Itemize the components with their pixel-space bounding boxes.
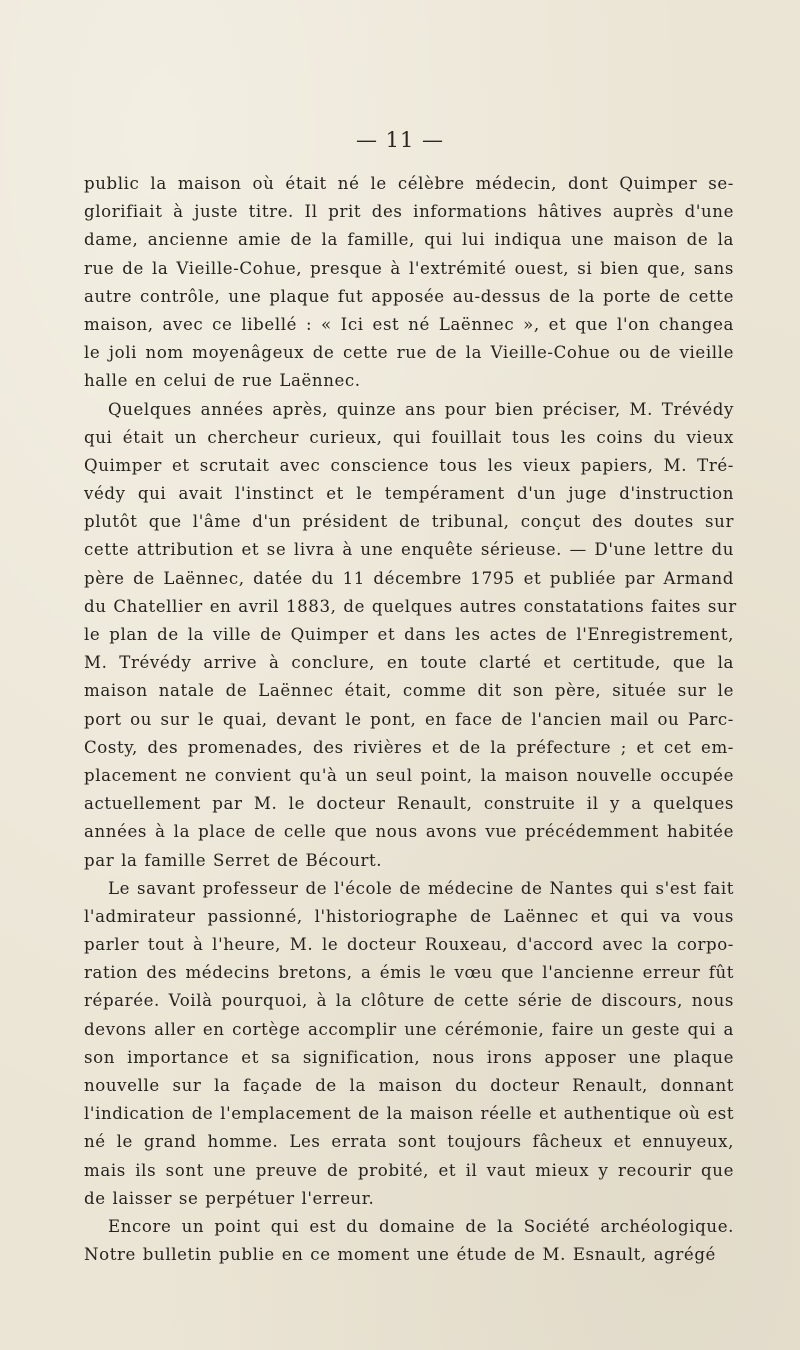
paragraph <box>84 875 734 1213</box>
text-line: maison natale de Laënnec était, comme dit son père, située sur le <box>84 681 734 701</box>
text-line: Costy, des promenades, des rivières et de la préfecture ; et cet em- <box>84 737 734 757</box>
paragraph <box>84 1213 734 1269</box>
paragraph <box>84 396 737 875</box>
text-line: M. Trévédy arrive à conclure, en toute clarté et certitude, que la <box>84 653 734 673</box>
text-line: qui était un chercheur curieux, qui fouillait tous les coins du vieux <box>84 427 734 447</box>
page-number: — 11 — <box>355 128 445 152</box>
text-line: ration des médecins bretons, a émis le vœu que l'ancienne erreur fût <box>84 963 734 983</box>
text-line: public la maison où était né le célèbre médecin, dont Quimper se- <box>84 174 734 193</box>
text-line: le plan de la ville de Quimper et dans les actes de l'Enregistrement, <box>84 625 734 644</box>
text-line: Quimper et scrutait avec conscience tous les vieux papiers, M. Tré- <box>84 455 734 475</box>
text-line: l'indication de l'emplacement de la maison réelle et authentique où est <box>84 1104 735 1124</box>
text-line: autre contrôle, une plaque fut apposée au-dessus de la porte de cette <box>84 286 734 306</box>
text-line: né le grand homme. Les errata sont toujours fâcheux et ennuyeux, <box>84 1132 734 1152</box>
text-line: Encore un point qui est du domaine de la Société archéologique. <box>108 1216 734 1236</box>
text-line: port ou sur le quai, devant le pont, en face de l'ancien mail ou Parc- <box>84 709 734 729</box>
text-line: védy qui avait l'instinct et le tempérament d'un juge d'instruction <box>84 484 734 504</box>
text-line: le joli nom moyenâgeux de cette rue de la Vieille-Cohue ou de vieille <box>84 343 734 363</box>
text-line: nouvelle sur la façade de la maison du docteur Renault, donnant <box>84 1076 734 1095</box>
text-line: plutôt que l'âme d'un président de tribunal, conçut des doutes sur <box>84 512 734 532</box>
text-line: glorifiait à juste titre. Il prit des informations hâtives auprès d'une <box>84 202 734 222</box>
text-line: maison, avec ce libellé : « Ici est né Laënnec », et que l'on changea <box>84 314 734 334</box>
text-line: halle en celui de rue Laënnec. <box>84 371 361 391</box>
text-line: réparée. Voilà pourquoi, à la clôture de cette série de discours, nous <box>84 991 734 1011</box>
text-line: Le savant professeur de l'école de médecine de Nantes qui s'est fait <box>108 878 734 898</box>
text-line: Quelques années après, quinze ans pour bien préciser, M. Trévédy <box>108 399 734 419</box>
text-line: devons aller en cortège accomplir une cérémonie, faire un geste qui a <box>84 1019 734 1039</box>
text-line: de laisser se perpétuer l'erreur. <box>84 1188 375 1208</box>
text-line: du Chatellier en avril 1883, de quelques autres constatations faites sur <box>84 596 737 616</box>
text-line: placement ne convient qu'à un seul point, la maison nouvelle occupée <box>84 765 734 785</box>
text-line: actuellement par M. le docteur Renault, construite il y a quelques <box>84 794 734 814</box>
text-line: par la famille Serret de Bécourt. <box>84 850 383 870</box>
body-text <box>84 170 737 1269</box>
text-line: années à la place de celle que nous avons vue précédemment habitée <box>84 822 734 842</box>
text-line: parler tout à l'heure, M. le docteur Rouxeau, d'accord avec la corpo- <box>84 935 734 955</box>
text-line: mais ils sont une preuve de probité, et il vaut mieux y recourir que <box>84 1160 734 1180</box>
text-line: dame, ancienne amie de la famille, qui lui indiqua une maison de la <box>84 230 734 250</box>
text-line: père de Laënnec, datée du 11 décembre 1795 et publiée par Armand <box>84 568 734 588</box>
text-line: Notre bulletin publie en ce moment une étude de M. Esnault, agrégé <box>84 1245 716 1265</box>
text-line: son importance et sa signification, nous irons apposer une plaque <box>84 1047 734 1067</box>
text-line: cette attribution et se livra à une enquête sérieuse. — D'une lettre du <box>84 540 734 560</box>
text-line: l'admirateur passionné, l'historiographe de Laënnec et qui va vous <box>84 906 734 926</box>
text-line: rue de la Vieille-Cohue, presque à l'extrémité ouest, si bien que, sans <box>84 258 734 278</box>
paragraph <box>84 170 734 396</box>
